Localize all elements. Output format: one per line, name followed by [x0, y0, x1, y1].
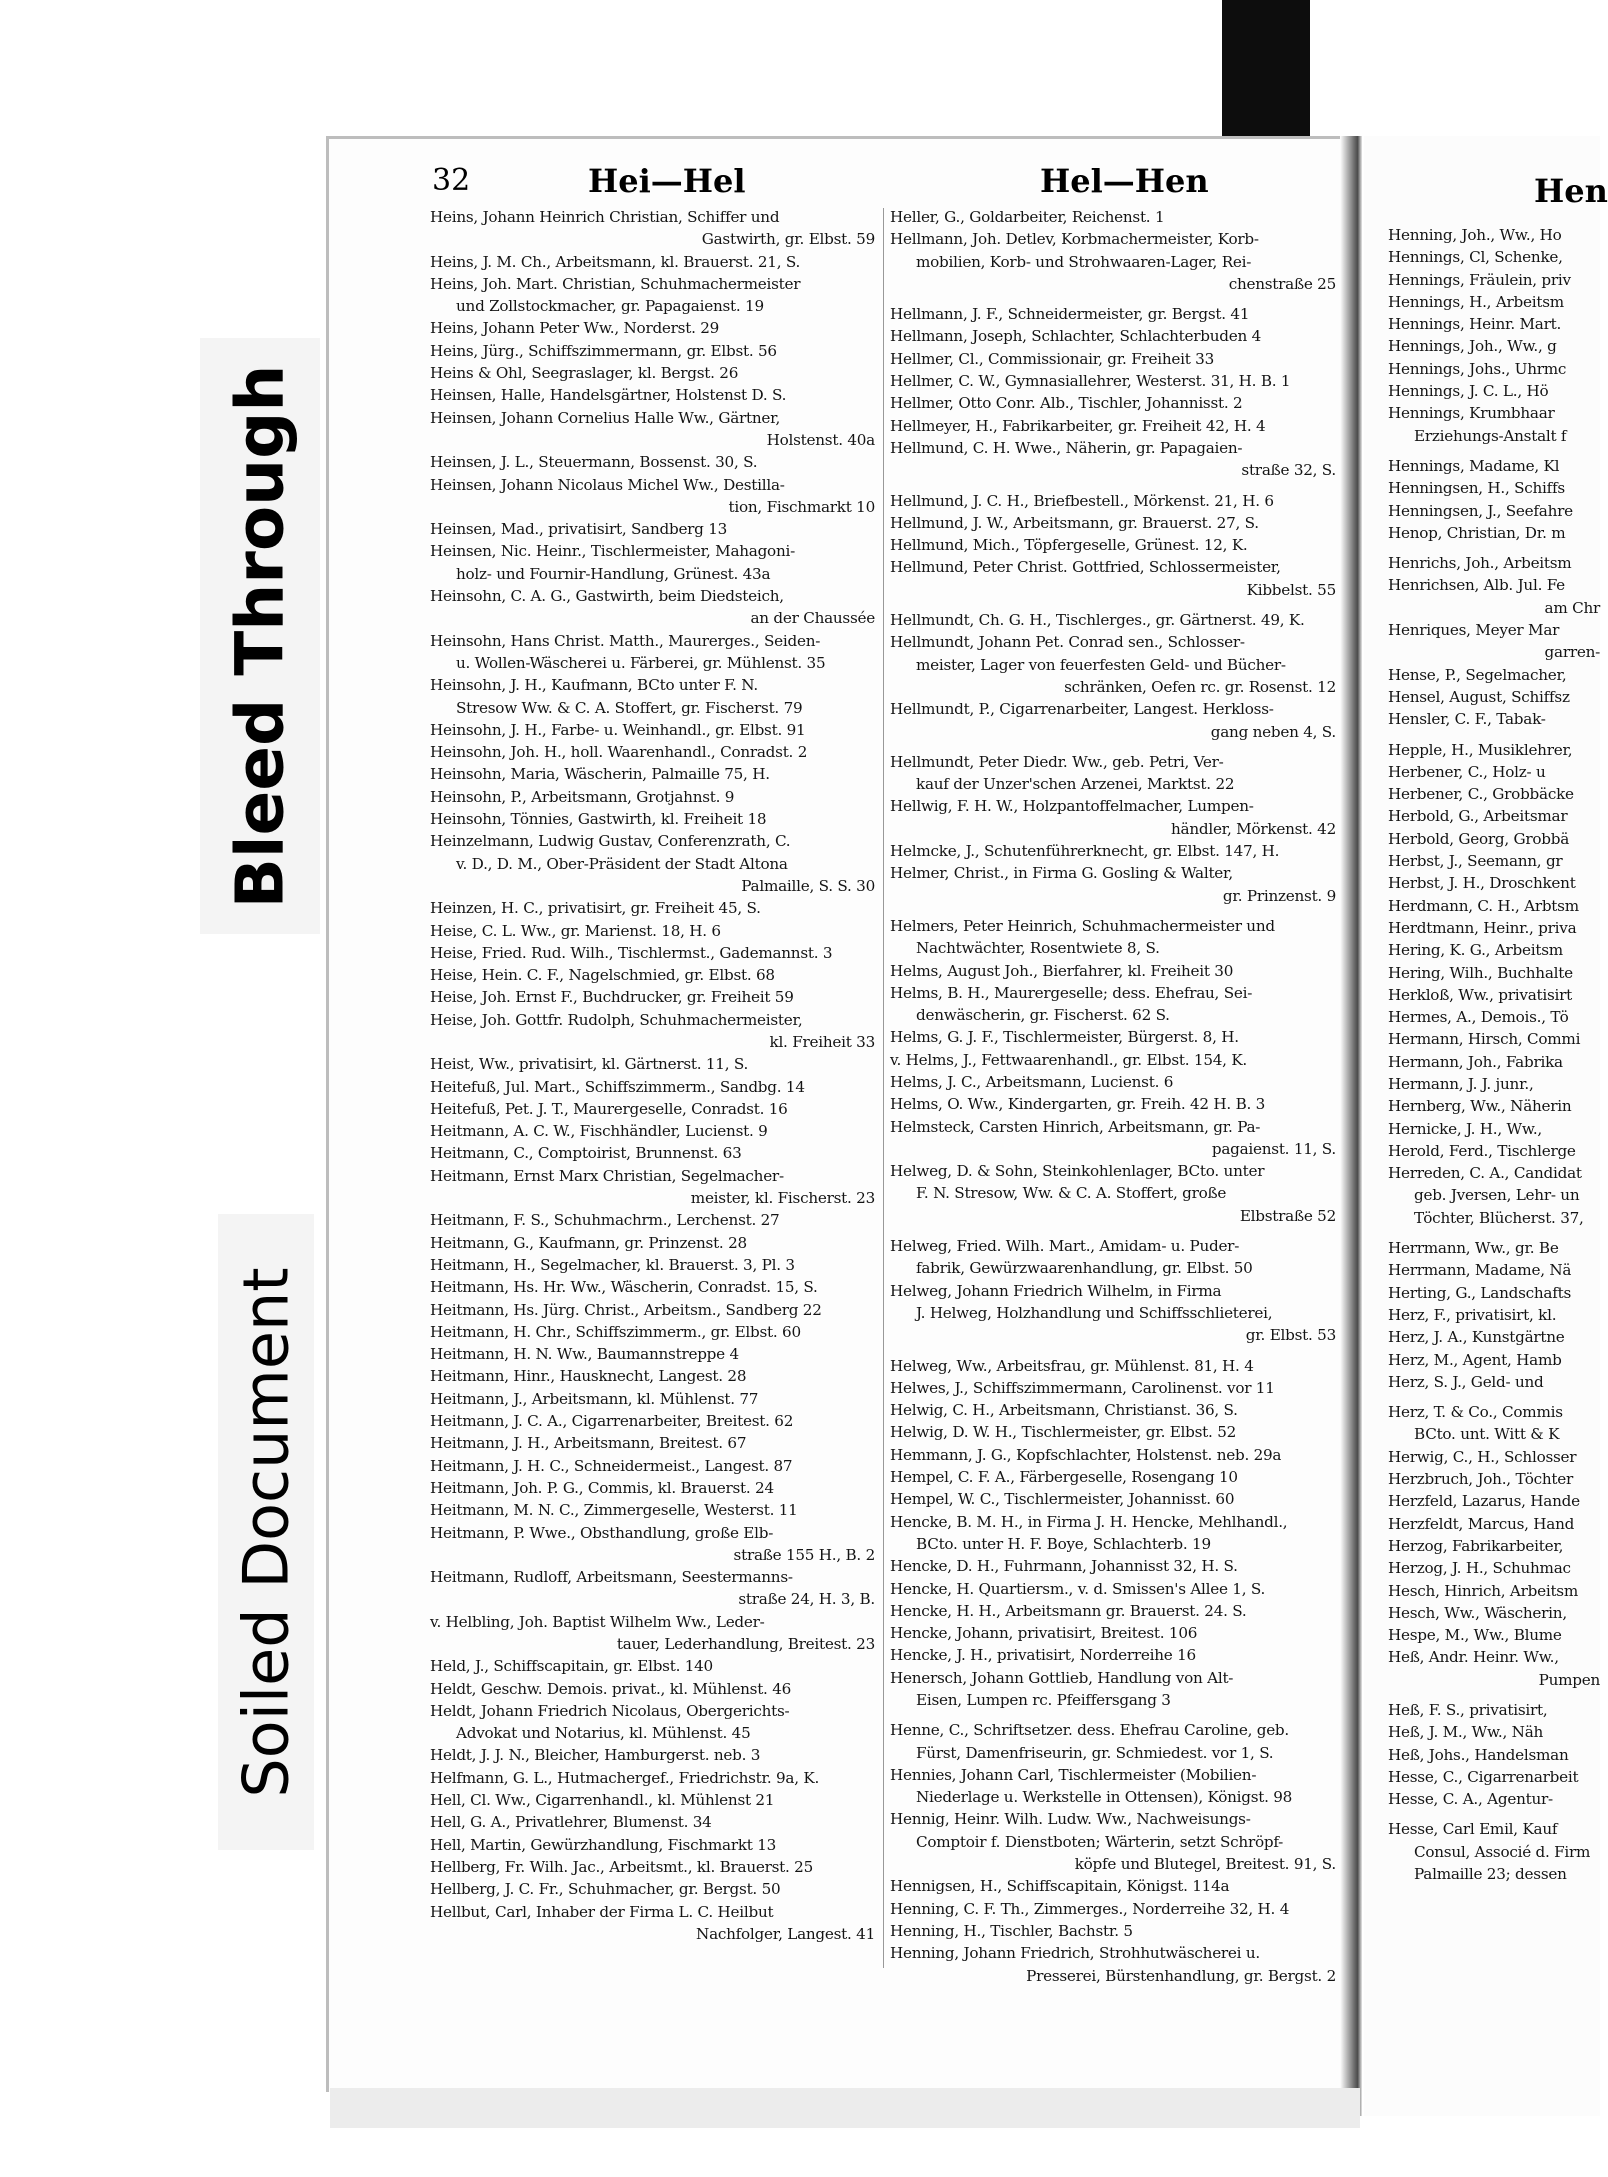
soiled-document-label-text: Soiled Document: [229, 1266, 303, 1798]
directory-entry-line: Hellmer, C. W., Gymnasiallehrer, Westerst. 31, H. B. 1: [890, 372, 1291, 391]
directory-entry-line: Heitefuß, Pet. J. T., Maurergeselle, Conradst. 16: [430, 1099, 788, 1118]
binding-shadow-top: [1222, 0, 1310, 138]
directory-entry-line: Hellmann, Joseph, Schlachter, Schlachterbuden 4: [890, 327, 1261, 346]
directory-entry-line: Herreden, C. A., Candidat: [1388, 1164, 1582, 1183]
bleed-through-label-text: Bleed Through: [221, 364, 299, 908]
directory-entry-line: Helms, B. H., Maurergeselle; dess. Ehefrau, Sei-: [890, 983, 1253, 1002]
directory-entry-line: Heitmann, J. C. A., Cigarrenarbeiter, Breitest. 62: [430, 1412, 794, 1431]
directory-entry-line: Heise, Fried. Rud. Wilh., Tischlermst., Gademannst. 3: [430, 943, 833, 962]
directory-entry-line: Heinsohn, J. H., Kaufmann, BCto unter F. N.: [430, 676, 758, 695]
directory-entry-line: v. Helms, J., Fettwaarenhandl., gr. Elbst. 154, K.: [890, 1050, 1247, 1069]
directory-entry-line: Heinsohn, Maria, Wäscherin, Palmaille 75, H.: [430, 765, 770, 784]
directory-entry-line: Heise, Joh. Gottfr. Rudolph, Schuhmachermeister,: [430, 1010, 803, 1029]
directory-entry-line: Herrmann, Ww., gr. Be: [1388, 1239, 1559, 1258]
directory-entry-line: Hell, Cl. Ww., Cigarrenhandl., kl. Mühlenst 21: [430, 1791, 775, 1810]
directory-entry-line: Hellmund, J. C. H., Briefbestell., Mörkenst. 21, H. 6: [890, 491, 1274, 510]
directory-entry-line: Heldt, Johann Friedrich Nicolaus, Obergerichts-: [430, 1701, 790, 1720]
directory-entry-line: tion, Fischmarkt 10: [728, 497, 875, 516]
directory-entry-line: Nachfolger, Langest. 41: [696, 1924, 875, 1943]
page-number: 32: [432, 163, 471, 198]
page-bottom-strip: [330, 2088, 1360, 2128]
directory-entry-line: Heinsohn, P., Arbeitsmann, Grotjahnst. 9: [430, 787, 735, 806]
directory-entry-line: Henne, C., Schriftsetzer. dess. Ehefrau Caroline, geb.: [890, 1721, 1289, 1740]
directory-entry-line: Helweg, Ww., Arbeitsfrau, gr. Mühlenst. 81, H. 4: [890, 1356, 1254, 1375]
directory-entry-line: Heitmann, P. Wwe., Obsthandlung, große Elb-: [430, 1523, 774, 1542]
directory-entry-line: mobilien, Korb- und Strohwaaren-Lager, Rei-: [916, 252, 1252, 271]
directory-entry-line: an der Chaussée: [750, 609, 875, 628]
directory-entry-line: BCto. unter H. F. Boye, Schlachterb. 19: [916, 1534, 1211, 1553]
directory-entry-line: Hellmer, Cl., Commissionair, gr. Freiheit 33: [890, 349, 1214, 368]
directory-entry-line: Heitmann, Ernst Marx Christian, Segelmacher-: [430, 1166, 784, 1185]
directory-entry-line: Henning, Joh., Ww., Ho: [1388, 226, 1562, 244]
directory-entry-line: Herbener, C., Grobbäcke: [1388, 785, 1574, 804]
directory-entry-line: Heitmann, Joh. P. G., Commis, kl. Brauerst. 24: [430, 1478, 774, 1497]
directory-entry-line: chenstraße 25: [1228, 274, 1336, 293]
directory-entry-line: Heins, Johann Peter Ww., Norderst. 29: [430, 319, 720, 338]
directory-entry-line: Herzog, Fabrikarbeiter,: [1388, 1536, 1564, 1555]
directory-entry-line: Heinsohn, J. H., Farbe- u. Weinhandl., gr. Elbst. 91: [430, 720, 806, 739]
directory-entry-line: Herbst, J., Seemann, gr: [1388, 852, 1563, 871]
directory-entry-line: Heinsen, J. L., Steuermann, Bossenst. 30, S.: [430, 453, 758, 472]
directory-entry-line: Heß, Johs., Handelsman: [1388, 1745, 1569, 1764]
directory-entry-line: Hencke, Johann, privatisirt, Breitest. 106: [890, 1624, 1198, 1643]
directory-entry-line: am Chr: [1544, 598, 1600, 617]
directory-entry-line: geb. Jversen, Lehr- un: [1414, 1186, 1580, 1205]
directory-entry-line: Henersch, Johann Gottlieb, Handlung von Alt-: [890, 1668, 1234, 1687]
directory-entry-line: Heitmann, Hinr., Hausknecht, Langest. 28: [430, 1367, 747, 1386]
directory-entry-line: Hell, G. A., Privatlehrer, Blumenst. 34: [430, 1813, 712, 1832]
directory-entry-line: Hellmann, Joh. Detlev, Korbmachermeister, Korb-: [890, 230, 1259, 249]
directory-entry-line: Hensler, C. F., Tabak-: [1388, 710, 1546, 729]
directory-entry-line: Herz, T. & Co., Commis: [1388, 1403, 1563, 1422]
directory-entry-line: Herbold, Georg, Grobbä: [1388, 829, 1570, 848]
directory-entry-line: Herwig, C., H., Schlosser: [1388, 1447, 1577, 1466]
directory-entry-line: Palmaille, S. S. 30: [741, 876, 875, 895]
directory-entry-line: Heinsen, Mad., privatisirt, Sandberg 13: [430, 520, 728, 539]
directory-entry-line: Hesch, Ww., Wäscherin,: [1388, 1603, 1567, 1622]
directory-entry-line: Comptoir f. Dienstboten; Wärterin, setzt Schröpf-: [916, 1832, 1284, 1851]
directory-entry-line: Hennings, Johs., Uhrmc: [1388, 359, 1567, 378]
directory-entry-line: Henrichs, Joh., Arbeitsm: [1388, 554, 1572, 573]
directory-entry-line: Holstenst. 40a: [766, 430, 875, 449]
directory-entry-line: Hennings, Heinr. Mart.: [1388, 315, 1562, 334]
directory-entry-line: denwäscherin, gr. Fischerst. 62 S.: [916, 1006, 1170, 1025]
next-page-column: [1388, 224, 1600, 1885]
directory-entry-line: Advokat und Notarius, kl. Mühlenst. 45: [456, 1724, 751, 1743]
directory-entry-line: pagaienst. 11, S.: [1211, 1139, 1336, 1158]
directory-entry-line: Herz, M., Agent, Hamb: [1388, 1350, 1562, 1369]
directory-entry-line: Heinsohn, C. A. G., Gastwirth, beim Diedsteich,: [430, 587, 784, 606]
directory-entry-line: Heitmann, A. C. W., Fischhändler, Lucienst. 9: [430, 1122, 768, 1141]
directory-entry-line: Hennig, Heinr. Wilh. Ludw. Ww., Nachweisungs-: [890, 1810, 1251, 1829]
directory-entry-line: Niederlage u. Werkstelle in Ottensen), Königst. 98: [916, 1788, 1293, 1807]
directory-entry-line: Hellmeyer, H., Fabrikarbeiter, gr. Freiheit 42, H. 4: [890, 416, 1266, 435]
directory-entry-line: Hencke, B. M. H., in Firma J. H. Hencke, Mehlhandl.,: [890, 1512, 1288, 1531]
directory-entry-line: Herdtmann, Heinr., priva: [1388, 918, 1577, 937]
directory-entry-line: Heitmann, Hs. Jürg. Christ., Arbeitsm., Sandberg 22: [430, 1300, 822, 1319]
directory-entry-line: Heinsohn, Hans Christ. Matth., Maurerges., Seiden-: [430, 631, 821, 650]
directory-entry-line: Hennings, Fräulein, priv: [1388, 270, 1571, 289]
directory-entry-line: Herz, F., privatisirt, kl.: [1388, 1305, 1557, 1324]
directory-entry-line: Heins, Johann Heinrich Christian, Schiffer und: [430, 208, 780, 226]
directory-entry-line: schränken, Oefen rc. gr. Rosenst. 12: [1064, 677, 1336, 696]
directory-entry-line: händler, Mörkenst. 42: [1171, 819, 1336, 838]
directory-entry-line: Henningsen, H., Schiffs: [1388, 479, 1565, 498]
directory-entry-line: Fürst, Damenfriseurin, gr. Schmiedest. vor 1, S.: [916, 1743, 1274, 1762]
directory-entry-line: v. Helbling, Joh. Baptist Wilhelm Ww., Leder-: [430, 1612, 765, 1631]
directory-entry-line: Hellbut, Carl, Inhaber der Firma L. C. Heilbut: [430, 1902, 774, 1921]
directory-entry-line: Helmers, Peter Heinrich, Schuhmachermeister und: [890, 916, 1275, 935]
directory-entry-line: tauer, Lederhandlung, Breitest. 23: [616, 1635, 875, 1653]
directory-entry-line: Helweg, D. & Sohn, Steinkohlenlager, BCto. unter: [890, 1162, 1265, 1181]
page-left-edge: [326, 136, 329, 2092]
directory-entry-line: Hellmundt, P., Cigarrenarbeiter, Langest. Herkloss-: [890, 700, 1274, 719]
directory-entry-line: Hennies, Johann Carl, Tischlermeister (Mobilien-: [890, 1765, 1257, 1784]
directory-entry-line: Heinsen, Johann Nicolaus Michel Ww., Destilla-: [430, 475, 785, 494]
directory-entry-line: Herz, J. A., Kunstgärtne: [1388, 1328, 1565, 1347]
directory-entry-line: Hermann, Hirsch, Commi: [1388, 1030, 1581, 1049]
directory-entry-line: Herz, S. J., Geld- und: [1388, 1372, 1544, 1391]
directory-entry-line: Hencke, D. H., Fuhrmann, Johannisst 32, H. S.: [890, 1557, 1238, 1576]
directory-entry-line: Herkloß, Ww., privatisirt: [1388, 985, 1572, 1004]
directory-entry-line: Heitmann, F. S., Schuhmachrm., Lerchenst. 27: [430, 1211, 780, 1230]
directory-entry-line: Heldt, Geschw. Demois. privat., kl. Mühlenst. 46: [430, 1679, 792, 1698]
directory-entry-line: Hennings, Krumbhaar: [1388, 404, 1555, 423]
directory-entry-line: Heitmann, C., Comptoirist, Brunnenst. 63: [430, 1144, 742, 1163]
directory-entry-line: Heist, Ww., privatisirt, kl. Gärtnerst. 11, S.: [430, 1055, 749, 1074]
directory-entry-line: gang neben 4, S.: [1210, 722, 1336, 741]
directory-entry-line: Heitmann, H. N. Ww., Baumannstreppe 4: [430, 1345, 739, 1364]
directory-entry-line: Hellmund, Peter Christ. Gottfried, Schlossermeister,: [890, 558, 1281, 577]
directory-entry-line: Hell, Martin, Gewürzhandlung, Fischmarkt 13: [430, 1835, 777, 1854]
page-top-edge: [326, 136, 1356, 139]
directory-entry-line: Heins, Jürg., Schiffszimmermann, gr. Elbst. 56: [430, 341, 777, 360]
directory-entry-line: Stresow Ww. & C. A. Stoffert, gr. Fischerst. 79: [456, 698, 803, 717]
directory-entry-line: straße 24, H. 3, B.: [738, 1590, 875, 1609]
directory-entry-line: Herzfeldt, Marcus, Hand: [1388, 1514, 1575, 1533]
column-divider: [883, 208, 884, 1968]
directory-entry-line: Henrichsen, Alb. Jul. Fe: [1388, 576, 1565, 595]
directory-entry-line: Henriques, Meyer Mar: [1388, 621, 1560, 640]
directory-entry-line: Herting, G., Landschafts: [1388, 1283, 1571, 1302]
directory-entry-line: holz- und Fournir-Handlung, Grünest. 43a: [456, 564, 771, 583]
directory-entry-line: Helms, O. Ww., Kindergarten, gr. Freih. 42 H. B. 3: [890, 1095, 1266, 1114]
directory-entry-line: Herbst, J. H., Droschkent: [1388, 874, 1576, 893]
directory-entry-line: Hepple, H., Musiklehrer,: [1388, 740, 1573, 759]
bleed-through-label: [200, 338, 320, 934]
directory-entry-line: J. Helweg, Holzhandlung und Schiffsschlieterei,: [916, 1303, 1273, 1322]
directory-entry-line: Hellmer, Otto Conr. Alb., Tischler, Johannisst. 2: [890, 394, 1243, 413]
directory-entry-line: F. N. Stresow, Ww. & C. A. Stoffert, große: [916, 1184, 1227, 1203]
directory-entry-line: Heitmann, Hs. Hr. Ww., Wäscherin, Conradst. 15, S.: [430, 1278, 818, 1297]
directory-entry-line: Hensel, August, Schiffsz: [1388, 687, 1570, 706]
directory-entry-line: Heise, C. L. Ww., gr. Marienst. 18, H. 6: [430, 921, 721, 940]
directory-entry-line: Henning, C. F. Th., Zimmerges., Norderreihe 32, H. 4: [890, 1899, 1290, 1918]
directory-entry-line: Palmaille 23; dessen: [1414, 1865, 1567, 1884]
directory-entry-line: Hellmund, C. H. Wwe., Näherin, gr. Papagaien-: [890, 438, 1243, 457]
directory-entry-line: kl. Freiheit 33: [769, 1032, 875, 1051]
directory-entry-line: Hennings, Joh., Ww., g: [1388, 337, 1557, 356]
directory-entry-line: Heitmann, J. H., Arbeitsmann, Breitest. 67: [430, 1434, 747, 1453]
directory-entry-line: Helmcke, J., Schutenführerknecht, gr. Elbst. 147, H.: [890, 842, 1280, 861]
directory-entry-line: meister, Lager von feuerfesten Geld- und Bücher-: [916, 655, 1286, 674]
directory-entry-line: Henningsen, J., Seefahre: [1388, 501, 1573, 520]
directory-entry-line: Hennigsen, H., Schiffscapitain, Königst. 114a: [890, 1877, 1230, 1896]
soiled-document-label: [218, 1214, 314, 1850]
directory-entry-line: Hennings, Madame, Kl: [1388, 456, 1560, 475]
directory-entry-line: Consul, Associé d. Firm: [1414, 1842, 1591, 1861]
directory-entry-line: Herbold, G., Arbeitsmar: [1388, 807, 1568, 826]
directory-entry-line: Hesse, C. A., Agentur-: [1388, 1790, 1553, 1809]
directory-entry-line: Hellberg, Fr. Wilh. Jac., Arbeitsmt., kl. Brauerst. 25: [430, 1857, 813, 1876]
directory-entry-line: Hering, K. G., Arbeitsm: [1388, 941, 1563, 960]
directory-entry-line: Heitmann, M. N. C., Zimmergeselle, Westerst. 11: [430, 1501, 798, 1520]
directory-entry-line: Gastwirth, gr. Elbst. 59: [701, 230, 875, 249]
directory-entry-line: Kibbelst. 55: [1246, 580, 1336, 599]
directory-entry-line: Nachtwächter, Rosentwiete 8, S.: [916, 939, 1160, 958]
directory-entry-line: Heise, Hein. C. F., Nagelschmied, gr. Elbst. 68: [430, 966, 775, 985]
directory-entry-line: Hempel, C. F. A., Färbergeselle, Rosengang 10: [890, 1468, 1238, 1487]
directory-entry-line: Elbstraße 52: [1239, 1206, 1336, 1225]
directory-entry-line: Heinsen, Nic. Heinr., Tischlermeister, Mahagoni-: [430, 542, 795, 561]
directory-entry-line: Hespe, M., Ww., Blume: [1388, 1626, 1562, 1645]
directory-entry-line: Hermes, A., Demois., Tö: [1388, 1008, 1569, 1027]
directory-entry-line: Heitmann, H. Chr., Schiffszimmerm., gr. Elbst. 60: [430, 1322, 801, 1341]
directory-entry-line: kauf der Unzer'schen Arzenei, Marktst. 22: [916, 775, 1235, 794]
directory-entry-line: Herzbruch, Joh., Töchter: [1388, 1470, 1574, 1489]
directory-entry-line: Töchter, Blücherst. 37,: [1414, 1208, 1584, 1227]
directory-entry-line: Hellberg, J. C. Fr., Schuhmacher, gr. Bergst. 50: [430, 1880, 781, 1899]
directory-entry-line: Helms, G. J. F., Tischlermeister, Bürgerst. 8, H.: [890, 1028, 1239, 1047]
directory-entry-line: Hellwig, F. H. W., Holzpantoffelmacher, Lumpen-: [890, 797, 1254, 816]
directory-entry-line: Henning, H., Tischler, Bachstr. 5: [890, 1921, 1133, 1940]
directory-entry-line: Heß, J. M., Ww., Näh: [1388, 1723, 1544, 1742]
directory-entry-line: Hesse, C., Cigarrenarbeit: [1388, 1767, 1579, 1786]
directory-entry-line: Helwig, C. H., Arbeitsmann, Christianst. 36, S.: [890, 1401, 1238, 1420]
directory-entry-line: Heß, Andr. Heinr. Ww.,: [1388, 1648, 1559, 1667]
directory-entry-line: BCto. unt. Witt & K: [1414, 1425, 1560, 1444]
directory-entry-line: straße 32, S.: [1241, 461, 1336, 480]
directory-entry-line: Hellmund, Mich., Töpfergeselle, Grünest. 12, K.: [890, 536, 1248, 555]
directory-entry-line: gr. Prinzenst. 9: [1222, 886, 1336, 905]
directory-entry-line: Hellmundt, Peter Diedr. Ww., geb. Petri, Ver-: [890, 752, 1224, 771]
directory-entry-line: Heitmann, Rudloff, Arbeitsmann, Seestermanns-: [430, 1568, 793, 1587]
directory-entry-line: Hellmundt, Johann Pet. Conrad sen., Schlosser-: [890, 633, 1245, 652]
directory-entry-line: Herbener, C., Holz- u: [1388, 762, 1546, 781]
page-gutter-shadow: [1340, 136, 1362, 2116]
directory-entry-line: gr. Elbst. 53: [1245, 1326, 1336, 1345]
directory-entry-line: fabrik, Gewürzwaarenhandlung, gr. Elbst. 50: [916, 1259, 1253, 1278]
directory-entry-line: Held, J., Schiffscapitain, gr. Elbst. 140: [430, 1657, 713, 1676]
directory-entry-line: Heß, F. S., privatisirt,: [1388, 1701, 1548, 1719]
directory-entry-line: Heldt, J. J. N., Bleicher, Hamburgerst. neb. 3: [430, 1746, 761, 1765]
left-column: [430, 206, 875, 1945]
directory-entry-line: Herrmann, Madame, Nä: [1388, 1261, 1572, 1280]
directory-entry-line: Heitmann, H., Segelmacher, kl. Brauerst. 3, Pl. 3: [430, 1255, 795, 1274]
directory-entry-line: Heitmann, G., Kaufmann, gr. Prinzenst. 28: [430, 1233, 747, 1252]
directory-entry-line: Heinzen, H. C., privatisirt, gr. Freiheit 45, S.: [430, 899, 761, 918]
directory-entry-line: Herdmann, C. H., Arbtsm: [1388, 896, 1579, 915]
directory-entry-line: Hencke, J. H., privatisirt, Norderreihe 16: [890, 1646, 1196, 1665]
directory-entry-line: Hencke, H. H., Arbeitsmann gr. Brauerst. 24. S.: [890, 1601, 1247, 1620]
directory-entry-line: Hesse, Carl Emil, Kauf: [1388, 1820, 1558, 1839]
directory-entry-line: köpfe und Blutegel, Breitest. 91, S.: [1074, 1855, 1336, 1874]
next-page-running-head: Hen: [1534, 172, 1608, 210]
directory-entry-line: Heins, J. M. Ch., Arbeitsmann, kl. Brauerst. 21, S.: [430, 252, 801, 271]
directory-entry-line: Hermann, J. J. junr.,: [1388, 1074, 1534, 1093]
directory-entry-line: Heins & Ohl, Seegraslager, kl. Bergst. 26: [430, 364, 739, 383]
directory-entry-line: Heinsohn, Joh. H., holl. Waarenhandl., Conradst. 2: [430, 743, 808, 762]
directory-entry-line: Hennings, J. C. L., Hö: [1388, 382, 1549, 401]
directory-entry-line: Heinzelmann, Ludwig Gustav, Conferenzrath, C.: [430, 832, 791, 851]
directory-entry-line: Erziehungs-Anstalt f: [1414, 426, 1567, 445]
right-column: [890, 206, 1336, 1987]
right-running-head: Hel—Hen: [1040, 162, 1209, 200]
directory-entry-line: Heise, Joh. Ernst F., Buchdrucker, gr. Freiheit 59: [430, 988, 794, 1007]
directory-entry-line: Helweg, Fried. Wilh. Mart., Amidam- u. Puder-: [890, 1237, 1240, 1256]
directory-entry-line: Hencke, H. Quartiersm., v. d. Smissen's Allee 1, S.: [890, 1579, 1266, 1598]
directory-entry-line: Pumpen: [1538, 1670, 1600, 1689]
directory-entry-line: Heinsen, Johann Cornelius Halle Ww., Gärtner,: [430, 408, 781, 427]
directory-entry-line: u. Wollen-Wäscherei u. Färberei, gr. Mühlenst. 35: [456, 653, 826, 672]
directory-entry-line: Helmer, Christ., in Firma G. Gosling & Walter,: [890, 864, 1233, 883]
directory-entry-line: Henning, Johann Friedrich, Strohhutwäscherei u.: [890, 1944, 1260, 1963]
directory-entry-line: Helfmann, G. L., Hutmachergef., Friedrichstr. 9a, K.: [430, 1768, 820, 1787]
directory-entry-line: Hernberg, Ww., Näherin: [1388, 1097, 1572, 1116]
directory-entry-line: Presserei, Bürstenhandlung, gr. Bergst. 2: [1026, 1966, 1336, 1985]
directory-entry-line: Heitmann, J. H. C., Schneidermeist., Langest. 87: [430, 1456, 793, 1475]
directory-entry-line: v. D., D. M., Ober-Präsident der Stadt Altona: [456, 854, 788, 873]
directory-entry-line: Herold, Ferd., Tischlerge: [1388, 1141, 1576, 1160]
directory-entry-line: straße 155 H., B. 2: [733, 1545, 875, 1564]
directory-entry-line: Hellmann, J. F., Schneidermeister, gr. Bergst. 41: [890, 305, 1250, 324]
directory-entry-line: Hennings, Cl, Schenke,: [1388, 248, 1563, 267]
directory-entry-line: garren-: [1544, 643, 1600, 662]
directory-entry-line: Hense, P., Segelmacher,: [1388, 665, 1567, 684]
directory-entry-line: Helms, J. C., Arbeitsmann, Lucienst. 6: [890, 1072, 1174, 1091]
directory-entry-line: Heitmann, J., Arbeitsmann, kl. Mühlenst. 77: [430, 1389, 759, 1408]
directory-entry-line: Heitefuß, Jul. Mart., Schiffszimmerm., Sandbg. 14: [430, 1077, 805, 1096]
directory-entry-line: Heller, G., Goldarbeiter, Reichenst. 1: [890, 208, 1165, 226]
directory-entry-line: Hermann, Joh., Fabrika: [1388, 1052, 1563, 1071]
directory-entry-line: Hellmund, J. W., Arbeitsmann, gr. Brauerst. 27, S.: [890, 513, 1259, 532]
directory-entry-line: Helwes, J., Schiffszimmermann, Carolinenst. vor 11: [890, 1378, 1275, 1397]
directory-entry-line: Heinsen, Halle, Handelsgärtner, Holstenst D. S.: [430, 386, 787, 405]
directory-entry-line: Hesch, Hinrich, Arbeitsm: [1388, 1581, 1579, 1600]
directory-entry-line: Helms, August Joh., Bierfahrer, kl. Freiheit 30: [890, 961, 1234, 980]
directory-entry-line: Hempel, W. C., Tischlermeister, Johannisst. 60: [890, 1490, 1235, 1509]
left-running-head: Hei—Hel: [588, 162, 746, 200]
directory-entry-line: Hellmundt, Ch. G. H., Tischlerges., gr. Gärtnerst. 49, K.: [890, 611, 1305, 630]
directory-entry-line: Heins, Joh. Mart. Christian, Schuhmachermeister: [430, 274, 801, 293]
directory-entry-line: Hennings, H., Arbeitsm: [1388, 292, 1564, 311]
directory-entry-line: Hernicke, J. H., Ww.,: [1388, 1119, 1542, 1138]
directory-entry-line: Eisen, Lumpen rc. Pfeiffersgang 3: [916, 1691, 1171, 1709]
directory-entry-line: meister, kl. Fischerst. 23: [690, 1189, 875, 1208]
directory-entry-line: Helweg, Johann Friedrich Wilhelm, in Firma: [890, 1281, 1222, 1300]
directory-entry-line: Henop, Christian, Dr. m: [1388, 523, 1566, 542]
directory-entry-line: Helwig, D. W. H., Tischlermeister, gr. Elbst. 52: [890, 1423, 1237, 1442]
directory-entry-line: Heinsohn, Tönnies, Gastwirth, kl. Freiheit 18: [430, 810, 767, 829]
directory-entry-line: und Zollstockmacher, gr. Papagaienst. 19: [456, 297, 764, 316]
directory-entry-line: Helmsteck, Carsten Hinrich, Arbeitsmann, gr. Pa-: [890, 1117, 1261, 1136]
directory-entry-line: Herzfeld, Lazarus, Hande: [1388, 1492, 1580, 1511]
directory-entry-line: Hemmann, J. G., Kopfschlachter, Holstenst. neb. 29a: [890, 1445, 1282, 1464]
directory-entry-line: Hering, Wilh., Buchhalte: [1388, 963, 1573, 982]
directory-entry-line: Herzog, J. H., Schuhmac: [1388, 1559, 1571, 1578]
